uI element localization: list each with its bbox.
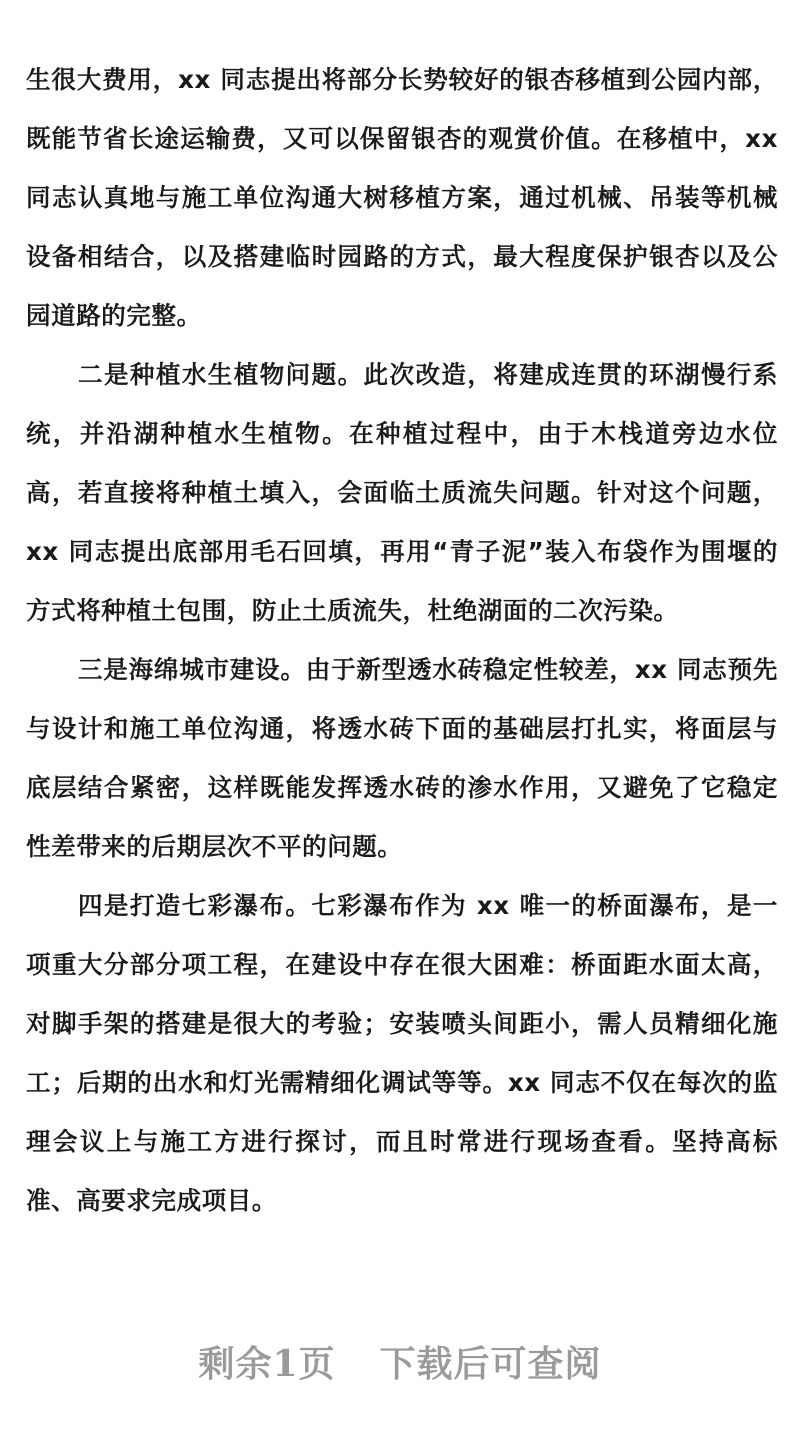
paragraph-aquatic-plants: 二是种植水生植物问题。此次改造，将建成连贯的环湖慢行系统，并沿湖种植水生植物。在种植过程中，由于木栈道旁边水位高，若直接将种植土填入，会面临土质流失问题。针对这个问题，xx 同志提出底部用毛石回填，再用“青子泥”装入布袋作为围堰的方式将种植土包围，防止土质流失，杜绝湖面的二次污染。: [26, 360, 778, 625]
paragraph-ginkgo-transplant: 生很大费用，xx 同志提出将部分长势较好的银杏移植到公园内部，既能节省长途运输费，又可以保留银杏的观赏价值。在移植中，xx 同志认真地与施工单位沟通大树移植方案，通过机械、吊装等机械设备相结合，以及搭建临时园路的方式，最大程度保护银杏以及公园道路的完整。: [26, 65, 778, 330]
document-body: [26, 50, 778, 1230]
download-prompt[interactable]: [0, 1336, 800, 1387]
remaining-pages-label: 剩余1页: [198, 1343, 336, 1385]
paragraph-rainbow-waterfall: 四是打造七彩瀑布。七彩瀑布作为 xx 唯一的桥面瀑布，是一项重大分部分项工程，在建设中存在很大困难：桥面距水面太高，对脚手架的搭建是很大的考验；安装喷头间距小，需人员精细化施工；后期的出水和灯光需精细化调试等等。xx 同志不仅在每次的监理会议上与施工方进行探讨，而且时常进行现场查看。坚持高标准、高要求完成项目。: [26, 891, 778, 1215]
download-to-view-label: 下载后可查阅: [379, 1343, 602, 1385]
paragraph-sponge-city: 三是海绵城市建设。由于新型透水砖稳定性较差，xx 同志预先与设计和施工单位沟通，将透水砖下面的基础层打扎实，将面层与底层结合紧密，这样既能发挥透水砖的渗水作用，又避免了它稳定性差带来的后期层次不平的问题。: [26, 655, 778, 861]
